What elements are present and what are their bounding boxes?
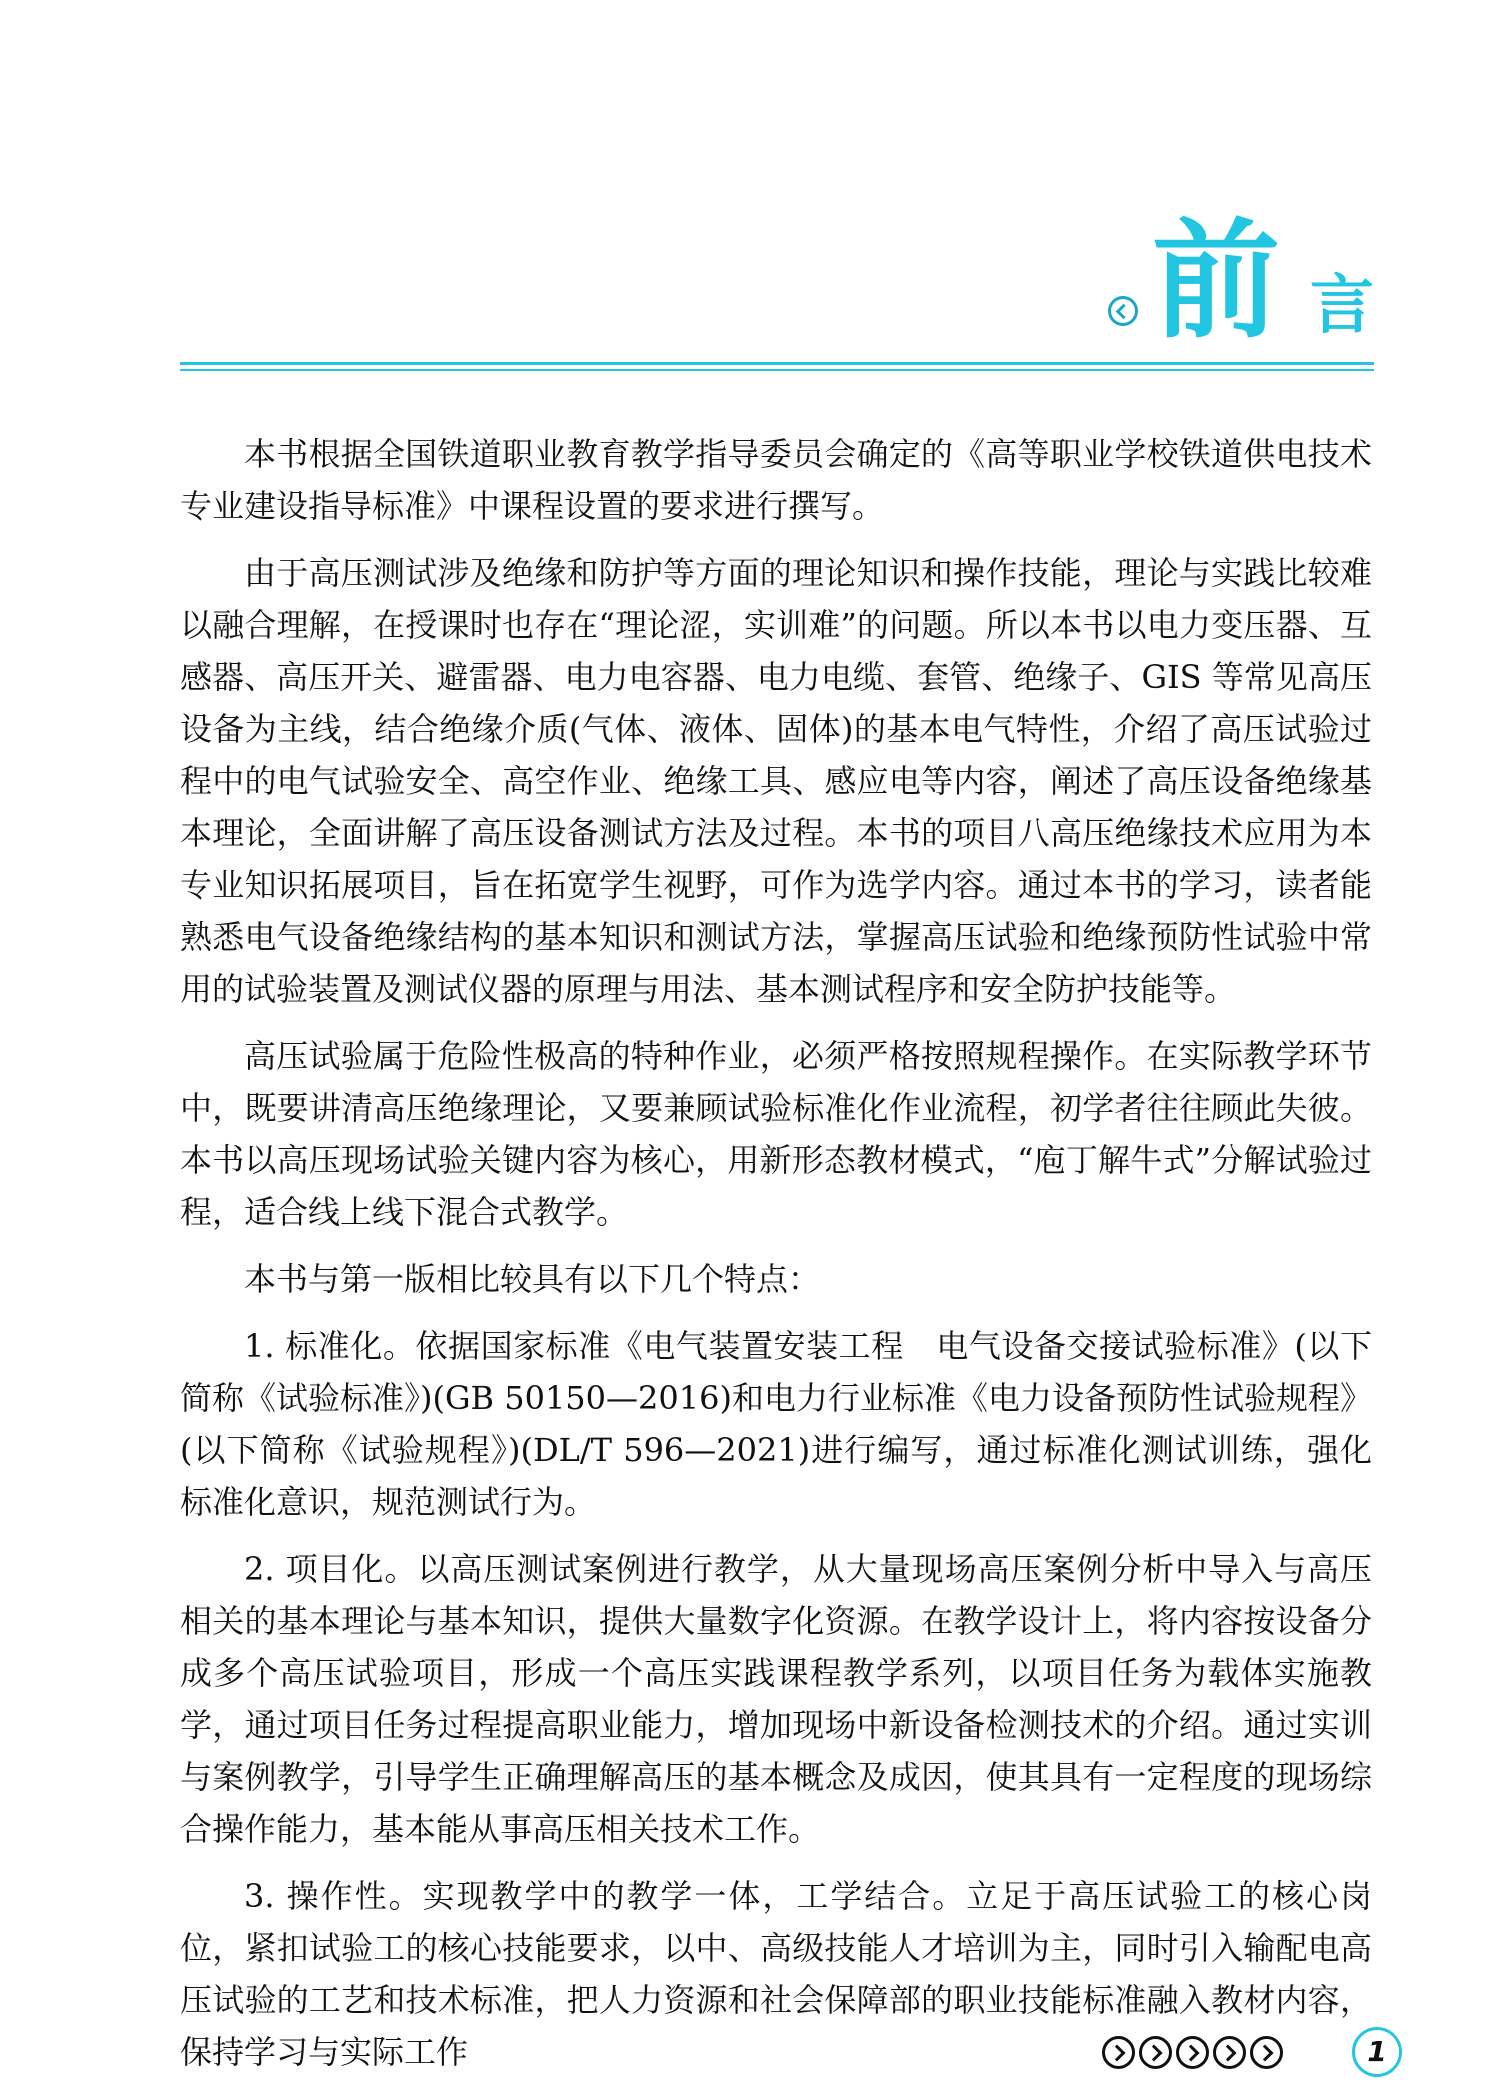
heading-char-1: 前: [1151, 207, 1280, 356]
paragraph-6: 2. 项目化。以高压测试案例进行教学，从大量现场高压案例分析中导入与高压相关的基本理论与基本知识，提供大量数字化资源。在教学设计上，将内容按设备分成多个高压试验项目，形成一个高压实践课程教学系列，以项目任务为载体实施教学，通过项目任务过程提高职业能力，增加现场中新设备检测技术的介绍。通过实训与案例教学，引导学生正确理解高压的基本概念及成因，使其具有一定程度的现场综合操作能力，基本能从事高压相关技术工作。: [180, 1550, 1372, 1848]
circle-arrow-left-icon: [1108, 296, 1138, 326]
paragraph-7: 3. 操作性。实现教学中的教学一体，工学结合。立足于高压试验工的核心岗位，紧扣试验工的核心技能要求，以中、高级技能人才培训为主，同时引入输配电高压试验的工艺和技术标准，把人力资源和社会保障部的职业技能标准融入教材内容，保持学习与实际工作: [180, 1877, 1372, 2071]
paragraph-4: 本书与第一版相比较具有以下几个特点：: [244, 1260, 821, 1298]
circle-arrow-right-icon: [1102, 2036, 1135, 2069]
circle-arrow-right-icon: [1213, 2036, 1246, 2069]
footer-arrows: [1102, 2036, 1283, 2069]
paragraph-2: 由于高压测试涉及绝缘和防护等方面的理论知识和操作技能，理论与实践比较难以融合理解，在授课时也存在“理论涩，实训难”的问题。所以本书以电力变压器、互感器、高压开关、避雷器、电力电容器、电力电缆、套管、绝缘子、GIS 等常见高压设备为主线，结合绝缘介质(气体、液体、固体)的基本电气特性，介绍了高压试验过程中的电气试验安全、高空作业、绝缘工具、感应电等内容，阐述了高压设备绝缘基本理论，全面讲解了高压设备测试方法及过程。本书的项目八高压绝缘技术应用为本专业知识拓展项目，旨在拓宽学生视野，可作为选学内容。通过本书的学习，读者能熟悉电气设备绝缘结构的基本知识和测试方法，掌握高压试验和绝缘预防性试验中常用的试验装置及测试仪器的原理与用法、基本测试程序和安全防护技能等。: [180, 554, 1372, 1008]
paragraph-3: 高压试验属于危险性极高的特种作业，必须严格按照规程操作。在实际教学环节中，既要讲清高压绝缘理论，又要兼顾试验标准化作业流程，初学者往往顾此失彼。本书以高压现场试验关键内容为核心，用新形态教材模式，“庖丁解牛式”分解试验过程，适合线上线下混合式教学。: [180, 1037, 1372, 1231]
page-footer: [1102, 2025, 1402, 2077]
page-number: 1: [1352, 2027, 1402, 2077]
circle-arrow-right-icon: [1250, 2036, 1283, 2069]
heading-char-2: 言: [1310, 269, 1374, 343]
circle-arrow-right-icon: [1176, 2036, 1209, 2069]
heading-rule-bottom: [180, 369, 1374, 371]
paragraph-5: 1. 标准化。依据国家标准《电气装置安装工程 电气设备交接试验标准》(以下简称《试验标准》)(GB 50150—2016)和电力行业标准《电力设备预防性试验规程》(以下简称《试验规程》)(DL/T 596—2021)进行编写，通过标准化测试训练，强化标准化意识，规范测试行为。: [180, 1327, 1372, 1521]
page-heading: [1108, 207, 1374, 356]
heading-rule-top: [180, 362, 1374, 365]
circle-arrow-right-icon: [1139, 2036, 1172, 2069]
body-text: [180, 428, 1372, 2093]
paragraph-1: 本书根据全国铁道职业教育教学指导委员会确定的《高等职业学校铁道供电技术专业建设指导标准》中课程设置的要求进行撰写。: [180, 435, 1372, 525]
